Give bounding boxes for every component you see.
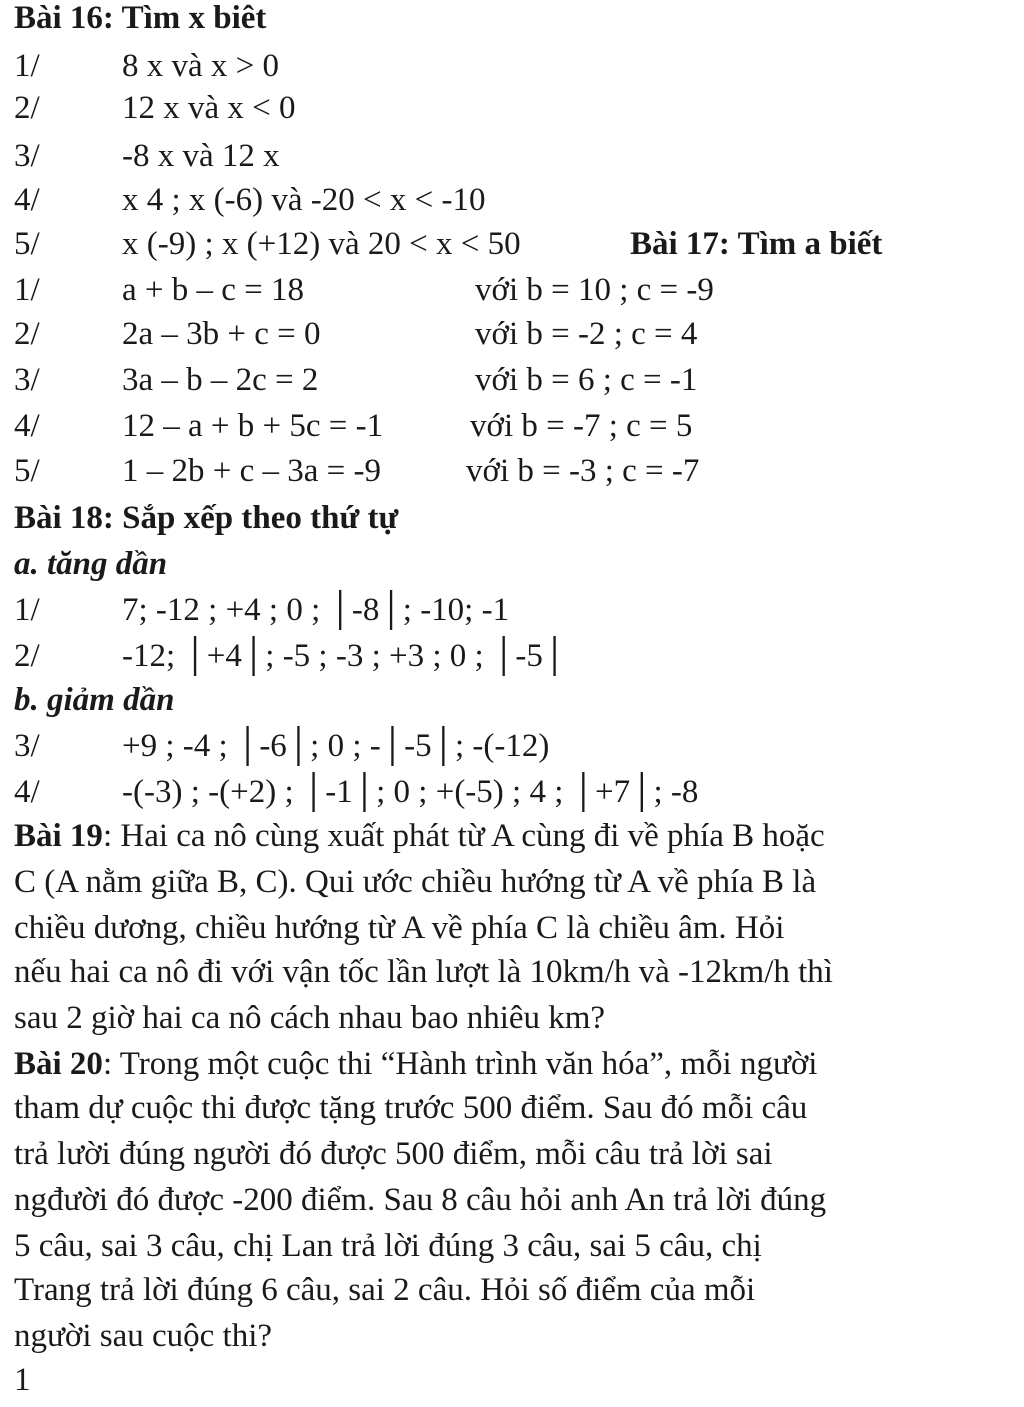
bai20-line-5: 5 câu, sai 3 câu, chị Lan trả lời đúng 3 câu, sai 5 câu, chị xyxy=(14,1228,762,1264)
bai18-item-4-num: 4/ xyxy=(14,774,40,810)
bai19-line-1 xyxy=(14,820,1004,853)
bai16-item-4-expr: x 4 ; x (-6) và -20 < x < -10 xyxy=(122,182,486,218)
bai20-line-1 xyxy=(14,1048,1004,1081)
bai16-item-5-expr: x (-9) ; x (+12) và 20 < x < 50 xyxy=(122,226,521,262)
bai19-line-5: sau 2 giờ hai ca nô cách nhau bao nhiêu km? xyxy=(14,1000,606,1036)
bai18-item-4-expr: -(-3) ; -(+2) ; │-1│; 0 ; +(-5) ; 4 ; │+7│; -8 xyxy=(122,774,699,810)
bai17-item-3-expr: 3a – b – 2c = 2 xyxy=(122,362,319,398)
bai17-item-1-cond: với b = 10 ; c = -9 xyxy=(475,272,714,308)
bai19-line-3: chiều dương, chiều hướng từ A về phía C là chiều âm. Hỏi xyxy=(14,910,785,946)
bai17-item-3-num: 3/ xyxy=(14,362,40,398)
bai17-item-4-cond: với b = -7 ; c = 5 xyxy=(470,408,693,444)
bai16-item-3-expr: -8 x và 12 x xyxy=(122,138,280,174)
bai19-label: Bài 19 xyxy=(14,818,103,854)
page-number: 1 xyxy=(14,1362,31,1398)
bai16-item-1-num: 1/ xyxy=(14,48,40,84)
bai16-item-5-num: 5/ xyxy=(14,226,40,262)
bai18-item-3-expr: +9 ; -4 ; │-6│; 0 ; -│-5│; -(-12) xyxy=(122,728,550,764)
bai16-item-2-expr: 12 x và x < 0 xyxy=(122,90,296,126)
bai20-line-4: ngđười đó được -200 điểm. Sau 8 câu hỏi anh An trả lời đúng xyxy=(14,1182,827,1218)
bai20-line-6: Trang trả lời đúng 6 câu, sai 2 câu. Hỏi số điểm của mỗi xyxy=(14,1272,756,1308)
bai17-item-1-num: 1/ xyxy=(14,272,40,308)
bai20-text-1: : Trong một cuộc thi “Hành trình văn hóa”, mỗi người xyxy=(102,1046,818,1082)
bai20-line-2: tham dự cuộc thi được tặng trước 500 điểm. Sau đó mỗi câu xyxy=(14,1090,808,1126)
bai18-subheading-b: b. giảm dần xyxy=(14,682,175,718)
bai17-item-1-expr: a + b – c = 18 xyxy=(122,272,305,308)
bai20-label: Bài 20 xyxy=(14,1046,103,1082)
bai17-item-3-cond: với b = 6 ; c = -1 xyxy=(475,362,698,398)
bai19-line-2: C (A nằm giữa B, C). Qui ước chiều hướng từ A về phía B là xyxy=(14,864,817,900)
bai17-item-2-cond: với b = -2 ; c = 4 xyxy=(475,316,698,352)
bai16-item-4-num: 4/ xyxy=(14,182,40,218)
bai16-item-1-expr: 8 x và x > 0 xyxy=(122,48,280,84)
bai18-item-2-expr: -12; │+4│; -5 ; -3 ; +3 ; 0 ; │-5│ xyxy=(122,638,567,674)
bai17-item-5-expr: 1 – 2b + c – 3a = -9 xyxy=(122,453,382,489)
bai19-line-4: nếu hai ca nô đi với vận tốc lần lượt là 10km/h và -12km/h thì xyxy=(14,954,833,990)
bai18-subheading-a: a. tăng dần xyxy=(14,546,168,582)
bai18-title: Bài 18: Sắp xếp theo thứ tự xyxy=(14,500,399,536)
bai17-title: Bài 17: Tìm a biết xyxy=(630,226,883,262)
bai17-item-5-cond: với b = -3 ; c = -7 xyxy=(466,453,700,489)
bai17-item-2-num: 2/ xyxy=(14,316,40,352)
bai19-text-1: : Hai ca nô cùng xuất phát từ A cùng đi về phía B hoặc xyxy=(102,818,825,854)
bai17-item-5-num: 5/ xyxy=(14,453,40,489)
bai20-line-7: người sau cuộc thi? xyxy=(14,1318,273,1354)
bai17-item-2-expr: 2a – 3b + c = 0 xyxy=(122,316,321,352)
bai17-item-4-num: 4/ xyxy=(14,408,40,444)
bai18-item-2-num: 2/ xyxy=(14,638,40,674)
bai18-item-1-expr: 7; -12 ; +4 ; 0 ; │-8│; -10; -1 xyxy=(122,592,510,628)
bai20-line-3: trả lười đúng người đó được 500 điểm, mỗi câu trả lời sai xyxy=(14,1136,773,1172)
bai18-item-1-num: 1/ xyxy=(14,592,40,628)
bai17-item-4-expr: 12 – a + b + 5c = -1 xyxy=(122,408,384,444)
bai16-item-2-num: 2/ xyxy=(14,90,40,126)
bai18-item-3-num: 3/ xyxy=(14,728,40,764)
bai16-item-3-num: 3/ xyxy=(14,138,40,174)
bai16-title: Bài 16: Tìm x biêt xyxy=(14,0,267,36)
